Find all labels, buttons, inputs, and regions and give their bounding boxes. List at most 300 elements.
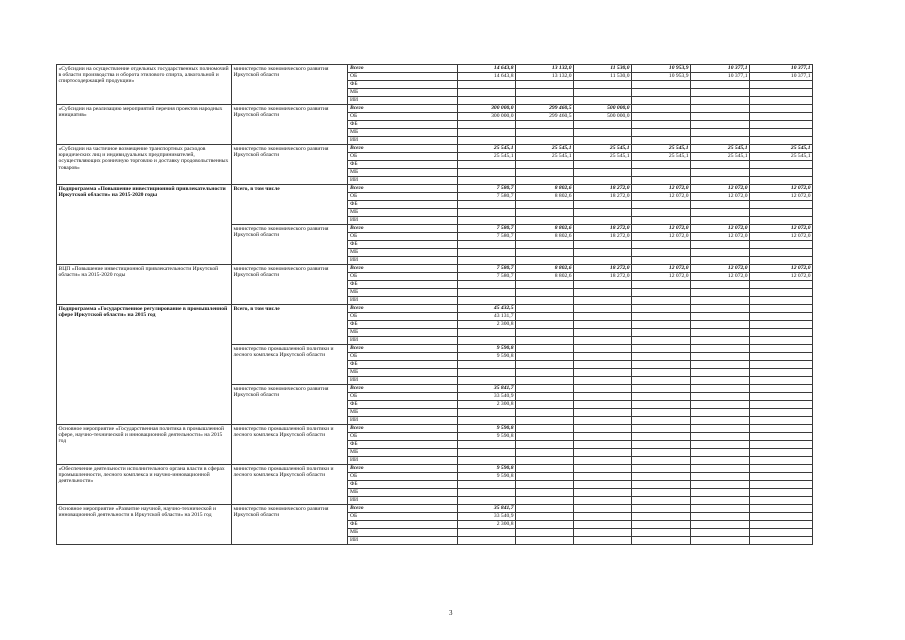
amount-cell [516, 97, 574, 105]
amount-cell [632, 529, 691, 537]
amount-cell [458, 89, 516, 97]
amount-cell: 18 272,0 [574, 265, 632, 273]
funding-source-cell: Всего [348, 425, 458, 433]
amount-cell [750, 377, 813, 385]
amount-cell [691, 369, 750, 377]
amount-cell [632, 121, 691, 129]
amount-cell [574, 425, 632, 433]
amount-cell [458, 161, 516, 169]
funding-source-cell: ИИ [348, 337, 458, 345]
amount-cell [750, 465, 813, 473]
amount-cell [691, 425, 750, 433]
amount-cell [574, 385, 632, 393]
amount-cell [574, 305, 632, 313]
funding-source-cell: ОБ [348, 273, 458, 281]
amount-cell: 8 802,6 [516, 185, 574, 193]
amount-cell: 12 072,0 [632, 265, 691, 273]
amount-cell: 2 300,8 [458, 521, 516, 529]
amount-cell [632, 489, 691, 497]
amount-cell: 7 580,7 [458, 225, 516, 233]
amount-cell [691, 521, 750, 529]
amount-cell [516, 129, 574, 137]
amount-cell [516, 457, 574, 465]
funding-source-cell: ФБ [348, 121, 458, 129]
amount-cell [632, 257, 691, 265]
amount-cell [574, 457, 632, 465]
amount-cell: 8 802,6 [516, 225, 574, 233]
amount-cell [516, 489, 574, 497]
amount-cell [632, 329, 691, 337]
amount-cell: 12 072,0 [632, 185, 691, 193]
amount-cell [516, 169, 574, 177]
amount-cell [458, 361, 516, 369]
amount-cell [750, 89, 813, 97]
amount-cell [691, 449, 750, 457]
amount-cell [516, 89, 574, 97]
amount-cell: 13 132,0 [516, 73, 574, 81]
funding-source-cell: ФБ [348, 361, 458, 369]
amount-cell [632, 345, 691, 353]
amount-cell: 8 802,6 [516, 233, 574, 241]
amount-cell [516, 369, 574, 377]
amount-cell [691, 241, 750, 249]
amount-cell: 25 545,1 [574, 153, 632, 161]
amount-cell [750, 449, 813, 457]
funding-source-cell: ИИ [348, 217, 458, 225]
amount-cell [458, 121, 516, 129]
amount-cell [574, 241, 632, 249]
executor-cell: министерство экономического развития Иркутской области [232, 505, 348, 545]
amount-cell: 300 000,0 [458, 113, 516, 121]
amount-cell [574, 257, 632, 265]
program-name-cell: Основное мероприятие «Развитие научной, научно-технической и инновационной деятельности в Иркутской области» на 2015 год [57, 505, 232, 545]
amount-cell [691, 489, 750, 497]
amount-cell [632, 281, 691, 289]
executor-cell: министерство промышленной политики и лесного комплекса Иркутской области [232, 425, 348, 465]
amount-cell [632, 249, 691, 257]
amount-cell [574, 369, 632, 377]
funding-source-cell: Всего [348, 305, 458, 313]
amount-cell [574, 129, 632, 137]
amount-cell [458, 441, 516, 449]
amount-cell [632, 409, 691, 417]
amount-cell [632, 129, 691, 137]
amount-cell: 25 545,1 [691, 153, 750, 161]
funding-source-cell: ИИ [348, 497, 458, 505]
amount-cell [458, 289, 516, 297]
amount-cell [632, 537, 691, 545]
funding-source-cell: МБ [348, 529, 458, 537]
amount-cell: 13 132,0 [516, 65, 574, 73]
funding-source-cell: ИИ [348, 137, 458, 145]
amount-cell [574, 361, 632, 369]
amount-cell [516, 177, 574, 185]
amount-cell [691, 81, 750, 89]
amount-cell [574, 345, 632, 353]
amount-cell [691, 345, 750, 353]
amount-cell [691, 473, 750, 481]
program-name-cell: «Субсидии на частичное возмещение транспортных расходов юридических лиц и индивидуальных предпринимателей, осуществляющих розничную торговлю и доставку продовольственных товаров» [57, 145, 232, 185]
amount-cell [574, 449, 632, 457]
amount-cell [516, 441, 574, 449]
funding-source-cell: ОБ [348, 313, 458, 321]
amount-cell [632, 433, 691, 441]
amount-cell: 12 072,0 [691, 265, 750, 273]
funding-source-cell: МБ [348, 409, 458, 417]
amount-cell [750, 257, 813, 265]
amount-cell [632, 321, 691, 329]
program-name-cell: Основное мероприятие «Государственная политика в промышленной сфере, научно-технической и инновационной деятельности» на 2015 год [57, 425, 232, 465]
amount-cell [632, 169, 691, 177]
amount-cell: 12 072,0 [750, 193, 813, 201]
funding-source-cell: ОБ [348, 113, 458, 121]
amount-cell [750, 217, 813, 225]
amount-cell [516, 257, 574, 265]
amount-cell [458, 497, 516, 505]
amount-cell [574, 409, 632, 417]
amount-cell: 25 545,1 [691, 145, 750, 153]
amount-cell [750, 137, 813, 145]
amount-cell [458, 377, 516, 385]
amount-cell [691, 177, 750, 185]
amount-cell [632, 473, 691, 481]
amount-cell: 7 580,7 [458, 233, 516, 241]
amount-cell [458, 241, 516, 249]
amount-cell [691, 137, 750, 145]
amount-cell [516, 521, 574, 529]
amount-cell [691, 169, 750, 177]
amount-cell [750, 441, 813, 449]
amount-cell: 7 580,7 [458, 265, 516, 273]
funding-source-cell: ОБ [348, 233, 458, 241]
amount-cell [632, 97, 691, 105]
amount-cell [516, 529, 574, 537]
funding-source-cell: ФБ [348, 401, 458, 409]
amount-cell [691, 201, 750, 209]
executor-cell: министерство экономического развития Иркутской области [232, 145, 348, 185]
amount-cell [632, 369, 691, 377]
amount-cell: 9 590,8 [458, 425, 516, 433]
amount-cell [750, 201, 813, 209]
amount-cell: 45 432,5 [458, 305, 516, 313]
amount-cell [632, 161, 691, 169]
amount-cell [750, 401, 813, 409]
amount-cell: 500 000,0 [574, 113, 632, 121]
amount-cell [516, 217, 574, 225]
table-row [57, 65, 813, 73]
amount-cell: 7 580,7 [458, 185, 516, 193]
amount-cell: 12 072,0 [750, 185, 813, 193]
amount-cell [691, 217, 750, 225]
amount-cell: 9 590,8 [458, 473, 516, 481]
amount-cell: 18 272,0 [574, 233, 632, 241]
amount-cell [574, 97, 632, 105]
amount-cell [516, 385, 574, 393]
amount-cell [750, 505, 813, 513]
amount-cell [691, 97, 750, 105]
funding-source-cell: ОБ [348, 73, 458, 81]
amount-cell [516, 305, 574, 313]
amount-cell: 33 540,9 [458, 513, 516, 521]
amount-cell [516, 513, 574, 521]
amount-cell [691, 353, 750, 361]
funding-source-cell: Всего [348, 145, 458, 153]
amount-cell [574, 353, 632, 361]
amount-cell [516, 401, 574, 409]
amount-cell [750, 305, 813, 313]
amount-cell [574, 481, 632, 489]
amount-cell [632, 393, 691, 401]
amount-cell [632, 481, 691, 489]
amount-cell [632, 465, 691, 473]
amount-cell: 2 300,8 [458, 321, 516, 329]
amount-cell [574, 137, 632, 145]
amount-cell: 8 802,6 [516, 193, 574, 201]
amount-cell [574, 497, 632, 505]
amount-cell [750, 457, 813, 465]
amount-cell: 2 300,8 [458, 401, 516, 409]
amount-cell [632, 81, 691, 89]
amount-cell [691, 313, 750, 321]
amount-cell [691, 441, 750, 449]
amount-cell [691, 513, 750, 521]
amount-cell [750, 369, 813, 377]
amount-cell: 25 545,1 [750, 145, 813, 153]
amount-cell [632, 201, 691, 209]
amount-cell [750, 353, 813, 361]
funding-source-cell: ОБ [348, 513, 458, 521]
amount-cell: 12 072,0 [750, 225, 813, 233]
program-name-cell: ВЦП «Повышение инвестиционной привлекательности Иркутской области» на 2015-2020 годы [57, 265, 232, 305]
amount-cell [458, 209, 516, 217]
amount-cell: 14 643,8 [458, 65, 516, 73]
funding-source-cell: ИИ [348, 97, 458, 105]
amount-cell [691, 329, 750, 337]
amount-cell: 9 590,8 [458, 353, 516, 361]
amount-cell [458, 257, 516, 265]
amount-cell: 12 072,0 [691, 233, 750, 241]
amount-cell [458, 217, 516, 225]
amount-cell [516, 505, 574, 513]
amount-cell [574, 529, 632, 537]
amount-cell: 299 460,5 [516, 113, 574, 121]
amount-cell [458, 297, 516, 305]
amount-cell [750, 513, 813, 521]
amount-cell: 12 072,0 [691, 225, 750, 233]
funding-source-cell: ИИ [348, 457, 458, 465]
amount-cell [691, 289, 750, 297]
amount-cell [632, 89, 691, 97]
amount-cell [574, 433, 632, 441]
funding-source-cell: МБ [348, 209, 458, 217]
amount-cell: 14 643,8 [458, 73, 516, 81]
amount-cell: 300 000,0 [458, 105, 516, 113]
amount-cell [516, 81, 574, 89]
amount-cell [750, 249, 813, 257]
amount-cell [516, 361, 574, 369]
amount-cell [458, 177, 516, 185]
amount-cell [632, 353, 691, 361]
amount-cell [691, 457, 750, 465]
funding-source-cell: Всего [348, 505, 458, 513]
amount-cell [516, 537, 574, 545]
amount-cell [691, 281, 750, 289]
executor-cell: министерство экономического развития Иркутской области [232, 105, 348, 145]
program-name-cell: «Субсидии на реализацию мероприятий перечня проектов народных инициатив» [57, 105, 232, 145]
amount-cell [750, 337, 813, 345]
amount-cell [516, 313, 574, 321]
amount-cell [632, 305, 691, 313]
executor-cell: министерство промышленной политики и лесного комплекса Иркутской области [232, 345, 348, 385]
funding-source-cell: МБ [348, 289, 458, 297]
funding-source-cell: ОБ [348, 473, 458, 481]
amount-cell [516, 297, 574, 305]
amount-cell [516, 409, 574, 417]
amount-cell [516, 481, 574, 489]
amount-cell [691, 297, 750, 305]
funding-source-cell: МБ [348, 169, 458, 177]
executor-cell: министерство экономического развития Иркутской области [232, 225, 348, 265]
amount-cell [750, 329, 813, 337]
amount-cell [632, 497, 691, 505]
amount-cell [750, 97, 813, 105]
amount-cell [691, 121, 750, 129]
amount-cell: 10 953,9 [632, 65, 691, 73]
amount-cell [574, 217, 632, 225]
amount-cell [458, 417, 516, 425]
amount-cell [632, 361, 691, 369]
table-row [57, 145, 813, 153]
funding-source-cell: Всего [348, 385, 458, 393]
amount-cell [516, 241, 574, 249]
amount-cell [691, 393, 750, 401]
program-name-cell: Подпрограмма «Государственное регулирование в промышленной сфере Иркутской области» на 2015 год [57, 305, 232, 425]
funding-source-cell: ИИ [348, 537, 458, 545]
amount-cell [691, 105, 750, 113]
page-number: 3 [449, 609, 453, 617]
amount-cell [750, 297, 813, 305]
funding-source-cell: ФБ [348, 161, 458, 169]
amount-cell [632, 401, 691, 409]
amount-cell: 10 377,1 [691, 73, 750, 81]
amount-cell [750, 129, 813, 137]
amount-cell [516, 321, 574, 329]
amount-cell [632, 137, 691, 145]
amount-cell [574, 161, 632, 169]
amount-cell [516, 433, 574, 441]
amount-cell [750, 433, 813, 441]
program-name-cell: «Обеспечение деятельности исполнительного органа власти в сферах промышленности, лесного комплекса и научно-инновационной деятельности» [57, 465, 232, 505]
funding-source-cell: МБ [348, 129, 458, 137]
funding-source-cell: МБ [348, 89, 458, 97]
amount-cell: 18 272,0 [574, 273, 632, 281]
amount-cell [458, 449, 516, 457]
amount-cell: 12 072,0 [632, 225, 691, 233]
amount-cell [516, 425, 574, 433]
amount-cell [574, 521, 632, 529]
amount-cell [632, 377, 691, 385]
amount-cell [632, 513, 691, 521]
table-row [57, 425, 813, 433]
amount-cell [750, 81, 813, 89]
amount-cell [750, 113, 813, 121]
amount-cell [750, 481, 813, 489]
executor-cell: министерство экономического развития Иркутской области [232, 65, 348, 105]
funding-source-cell: Всего [348, 65, 458, 73]
amount-cell [632, 113, 691, 121]
amount-cell: 12 072,0 [750, 265, 813, 273]
amount-cell [574, 441, 632, 449]
amount-cell [691, 377, 750, 385]
table-row [57, 265, 813, 273]
amount-cell: 12 072,0 [750, 273, 813, 281]
amount-cell [691, 537, 750, 545]
amount-cell: 9 590,8 [458, 465, 516, 473]
amount-cell [516, 473, 574, 481]
amount-cell: 8 802,6 [516, 273, 574, 281]
amount-cell: 299 460,5 [516, 105, 574, 113]
amount-cell [750, 105, 813, 113]
table-row [57, 105, 813, 113]
amount-cell [574, 209, 632, 217]
amount-cell [516, 329, 574, 337]
amount-cell [750, 345, 813, 353]
amount-cell: 18 272,0 [574, 185, 632, 193]
amount-cell [632, 217, 691, 225]
amount-cell [750, 409, 813, 417]
funding-source-cell: МБ [348, 249, 458, 257]
funding-source-cell: ИИ [348, 257, 458, 265]
funding-table [56, 64, 813, 545]
funding-source-cell: ОБ [348, 353, 458, 361]
amount-cell [458, 457, 516, 465]
funding-source-cell: ИИ [348, 417, 458, 425]
amount-cell: 11 530,0 [574, 73, 632, 81]
amount-cell: 25 545,1 [458, 145, 516, 153]
amount-cell [632, 521, 691, 529]
funding-source-cell: ИИ [348, 297, 458, 305]
amount-cell [574, 465, 632, 473]
amount-cell [632, 337, 691, 345]
funding-source-cell: ОБ [348, 393, 458, 401]
amount-cell: 12 072,0 [750, 233, 813, 241]
table-row [57, 505, 813, 513]
amount-cell [516, 209, 574, 217]
amount-cell [574, 513, 632, 521]
amount-cell [574, 249, 632, 257]
amount-cell [691, 529, 750, 537]
amount-cell [691, 305, 750, 313]
amount-cell [750, 393, 813, 401]
amount-cell [458, 249, 516, 257]
amount-cell [458, 489, 516, 497]
amount-cell [516, 417, 574, 425]
amount-cell [750, 321, 813, 329]
table-row [57, 465, 813, 473]
executor-cell: министерство экономического развития Иркутской области [232, 265, 348, 305]
amount-cell [691, 249, 750, 257]
amount-cell [574, 121, 632, 129]
amount-cell [458, 337, 516, 345]
amount-cell [516, 289, 574, 297]
amount-cell [574, 177, 632, 185]
amount-cell [458, 97, 516, 105]
funding-source-cell: ФБ [348, 281, 458, 289]
funding-source-cell: ОБ [348, 153, 458, 161]
funding-source-cell: Всего [348, 345, 458, 353]
funding-source-cell: ФБ [348, 81, 458, 89]
amount-cell [516, 449, 574, 457]
